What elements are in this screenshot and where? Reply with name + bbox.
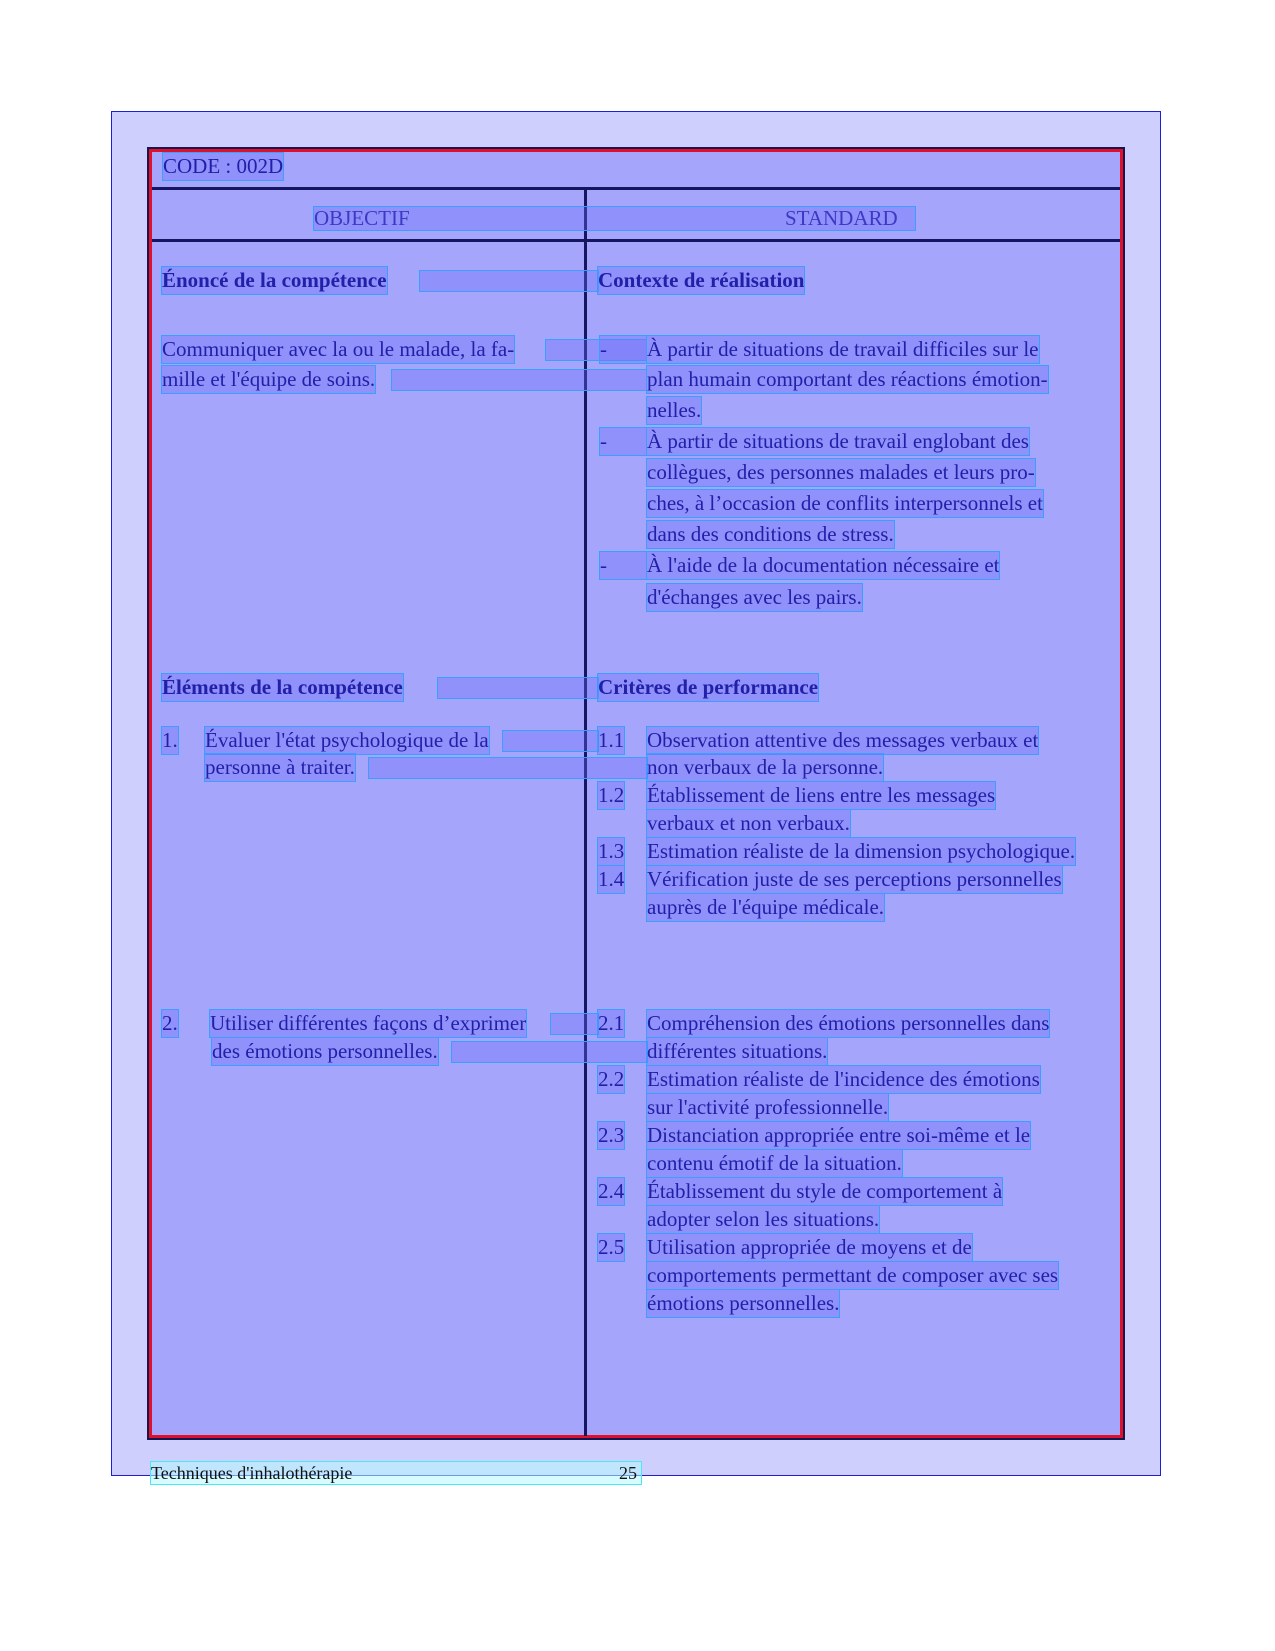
contexte-line: ches, à l’occasion de conflits interpersonnels et [647, 491, 1043, 515]
element-row-highlight [503, 731, 598, 751]
enonce-line: mille et l'équipe de soins. [162, 367, 376, 391]
critere-line: Estimation réaliste de l'incidence des émotions [647, 1067, 1040, 1091]
critere-number: 2.1 [598, 1011, 625, 1035]
page-number: 25 [619, 1463, 637, 1483]
critere-line: Observation attentive des messages verbaux et [647, 728, 1039, 752]
critere-number: 1.4 [598, 867, 625, 891]
critere-line: Établissement de liens entre les messages [647, 783, 996, 807]
contexte-bullet: - [600, 336, 646, 363]
contexte-line: plan humain comportant des réactions émotion- [647, 367, 1048, 391]
critere-line: verbaux et non verbaux. [647, 811, 850, 835]
element-line: des émotions personnelles. [212, 1039, 438, 1063]
footer-title: Techniques d'inhalothérapie [151, 1463, 353, 1483]
critere-line: comportements permettant de composer avec ses [647, 1263, 1059, 1287]
contexte-line: À l'aide de la documentation nécessaire et [647, 553, 1000, 577]
contexte-title: Contexte de réalisation [598, 268, 805, 292]
critere-line: Compréhension des émotions personnelles dans [647, 1011, 1050, 1035]
critere-line: auprès de l'équipe médicale. [647, 895, 885, 919]
element-line: Utiliser différentes façons d’exprimer [210, 1011, 527, 1035]
contexte-line: nelles. [647, 398, 702, 422]
element-row-highlight [452, 1042, 647, 1062]
critere-line: sur l'activité professionnelle. [647, 1095, 889, 1119]
critere-line: Vérification juste de ses perceptions personnelles [647, 867, 1062, 891]
critere-line: contenu émotif de la situation. [647, 1151, 902, 1175]
contexte-bullet: - [600, 428, 646, 455]
criteres-title: Critères de performance [598, 675, 819, 699]
contexte-line: d'échanges avec les pairs. [647, 585, 862, 609]
critere-line: adopter selon les situations. [647, 1207, 880, 1231]
elements-title: Éléments de la compétence [162, 675, 403, 699]
element-row-highlight [551, 1014, 598, 1034]
critere-number: 2.5 [598, 1235, 625, 1259]
contexte-line: À partir de situations de travail englobant des [647, 429, 1029, 453]
critere-number: 1.2 [598, 783, 625, 807]
enonce-title: Énoncé de la compétence [162, 268, 387, 292]
enonce-line: Communiquer avec la ou le malade, la fa- [162, 337, 515, 361]
header-objectif: OBJECTIF [314, 206, 410, 230]
critere-number: 2.3 [598, 1123, 625, 1147]
element-row-highlight [369, 758, 647, 778]
critere-line: Estimation réaliste de la dimension psychologique. [647, 839, 1076, 863]
element-number: 1. [162, 728, 178, 752]
row-divider-code [152, 187, 1120, 190]
element-number: 2. [162, 1011, 178, 1035]
row-divider-header [152, 239, 1120, 242]
contexte-line: À partir de situations de travail difficiles sur le [647, 337, 1039, 361]
critere-number: 1.3 [598, 839, 625, 863]
title-row-highlight [438, 678, 598, 698]
contexte-line: collègues, des personnes malades et leurs pro- [647, 460, 1035, 484]
critere-number: 2.4 [598, 1179, 625, 1203]
contexte-line: dans des conditions de stress. [647, 522, 894, 546]
critere-number: 1.1 [598, 728, 625, 752]
critere-line: émotions personnelles. [647, 1291, 840, 1315]
critere-number: 2.2 [598, 1067, 625, 1091]
critere-line: différentes situations. [647, 1039, 828, 1063]
footer [151, 1462, 641, 1484]
critere-line: Utilisation appropriée de moyens et de [647, 1235, 972, 1259]
element-line: personne à traiter. [205, 755, 355, 779]
critere-line: Établissement du style de comportement à [647, 1179, 1003, 1203]
enonce-row-highlight [392, 370, 646, 390]
header-highlight [314, 207, 915, 230]
element-line: Évaluer l'état psychologique de la [205, 728, 489, 752]
header-standard: STANDARD [785, 206, 898, 230]
contexte-bullet: - [600, 552, 646, 579]
code-label: CODE : 002D [163, 154, 284, 178]
title-row-highlight [420, 271, 598, 291]
critere-line: non verbaux de la personne. [647, 755, 884, 779]
critere-line: Distanciation appropriée entre soi-même et le [647, 1123, 1031, 1147]
